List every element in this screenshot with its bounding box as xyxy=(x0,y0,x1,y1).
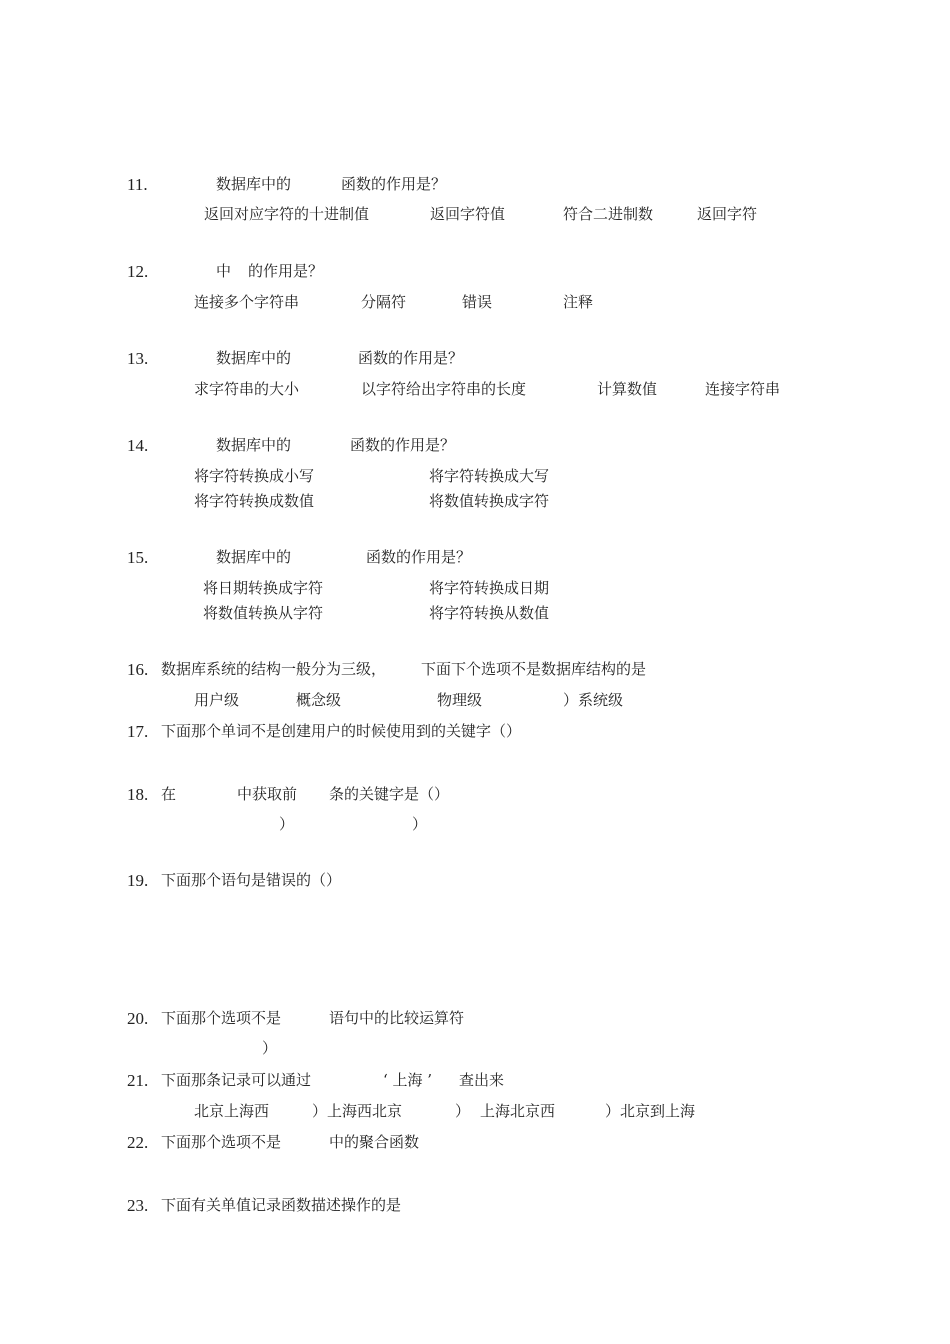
option-c: 将数值转换从字符 xyxy=(203,604,324,622)
option-d: 注释 xyxy=(563,293,594,311)
option-b: 概念级 xyxy=(296,691,342,709)
question-number: 11. xyxy=(127,175,148,194)
question-text: 下面那个单词不是创建用户的时候使用到的关键字（） xyxy=(161,722,522,740)
question-number: 23. xyxy=(127,1196,149,1215)
option-d: 将字符转换从数值 xyxy=(429,604,550,622)
question-text: 在 xyxy=(161,785,177,803)
question-text: 数据库中的 xyxy=(216,436,292,454)
question-text: 数据库中的 xyxy=(216,349,292,367)
question-text: 查出来 xyxy=(459,1071,505,1089)
question-number: 13. xyxy=(127,349,149,368)
question-text: 中获取前 xyxy=(237,785,298,803)
question-text: 语句中的比较运算符 xyxy=(329,1009,465,1027)
option-a: 将字符转换成小写 xyxy=(194,467,315,485)
option-a: ） xyxy=(262,1039,278,1057)
question-text: 数据库中的 xyxy=(216,548,292,566)
option-b: 返回字符值 xyxy=(430,205,506,223)
question-text: 下面那个语句是错误的（） xyxy=(161,871,342,889)
question-text: 下面那个选项不是 xyxy=(161,1133,282,1151)
option-a: ） xyxy=(279,815,295,833)
question-text: 中的聚合函数 xyxy=(329,1133,420,1151)
question-text: 下面那条记录可以通过 xyxy=(161,1071,312,1089)
option-a: 北京上海西 xyxy=(194,1102,270,1120)
option-c: 错误 xyxy=(462,293,493,311)
option-a: 求字符串的大小 xyxy=(194,380,300,398)
question-number: 18. xyxy=(127,785,149,804)
option-d: 返回字符 xyxy=(697,205,758,223)
question-number: 16. xyxy=(127,660,149,679)
option-b: 将字符转换成大写 xyxy=(429,467,550,485)
question-text: 下面那个选项不是 xyxy=(161,1009,282,1027)
question-number: 17. xyxy=(127,722,149,741)
question-text: 函数的作用是？ xyxy=(358,349,464,367)
option-c: 计算数值 xyxy=(597,380,658,398)
option-a: 用户级 xyxy=(194,691,240,709)
option-b: 分隔符 xyxy=(361,293,407,311)
option-d: 将数值转换成字符 xyxy=(429,492,550,510)
question-text: 数据库系统的结构一般分为三级， xyxy=(161,660,387,678)
question-text: 中 xyxy=(216,262,232,280)
question-text: ‘ 上海 ’ xyxy=(383,1071,433,1089)
question-number: 21. xyxy=(127,1071,149,1090)
question-text: 条的关键字是（） xyxy=(329,785,450,803)
option-c: ） xyxy=(455,1102,471,1120)
question-text: 函数的作用是？ xyxy=(350,436,456,454)
option-c: 将字符转换成数值 xyxy=(194,492,315,510)
question-text: 的作用是？ xyxy=(248,262,324,280)
question-text: 下面有关单值记录函数描述操作的是 xyxy=(161,1196,402,1214)
question-number: 22. xyxy=(127,1133,149,1152)
question-number: 12. xyxy=(127,262,149,281)
question-number: 14. xyxy=(127,436,149,455)
question-text: 下面下个选项不是数据库结构的是 xyxy=(421,660,647,678)
option-b: ）上海西北京 xyxy=(312,1102,403,1120)
option-c: 物理级 xyxy=(437,691,483,709)
question-number: 19. xyxy=(127,871,149,890)
option-b: 以字符给出字符串的长度 xyxy=(361,380,527,398)
option-c-text: 上海北京西 xyxy=(480,1102,556,1120)
question-number: 15. xyxy=(127,548,149,567)
question-number: 20. xyxy=(127,1009,149,1028)
option-d: 连接字符串 xyxy=(705,380,781,398)
option-b: ） xyxy=(412,815,428,833)
option-a: 将日期转换成字符 xyxy=(203,579,324,597)
question-text: 函数的作用是？ xyxy=(366,548,472,566)
option-b: 将字符转换成日期 xyxy=(429,579,550,597)
option-d: ）北京到上海 xyxy=(605,1102,696,1120)
option-c: 符合二进制数 xyxy=(563,205,654,223)
question-text: 数据库中的 xyxy=(216,175,292,193)
question-text: 函数的作用是？ xyxy=(341,175,447,193)
option-a: 返回对应字符的十进制值 xyxy=(204,205,370,223)
option-d: ）系统级 xyxy=(563,691,624,709)
option-a: 连接多个字符串 xyxy=(194,293,300,311)
